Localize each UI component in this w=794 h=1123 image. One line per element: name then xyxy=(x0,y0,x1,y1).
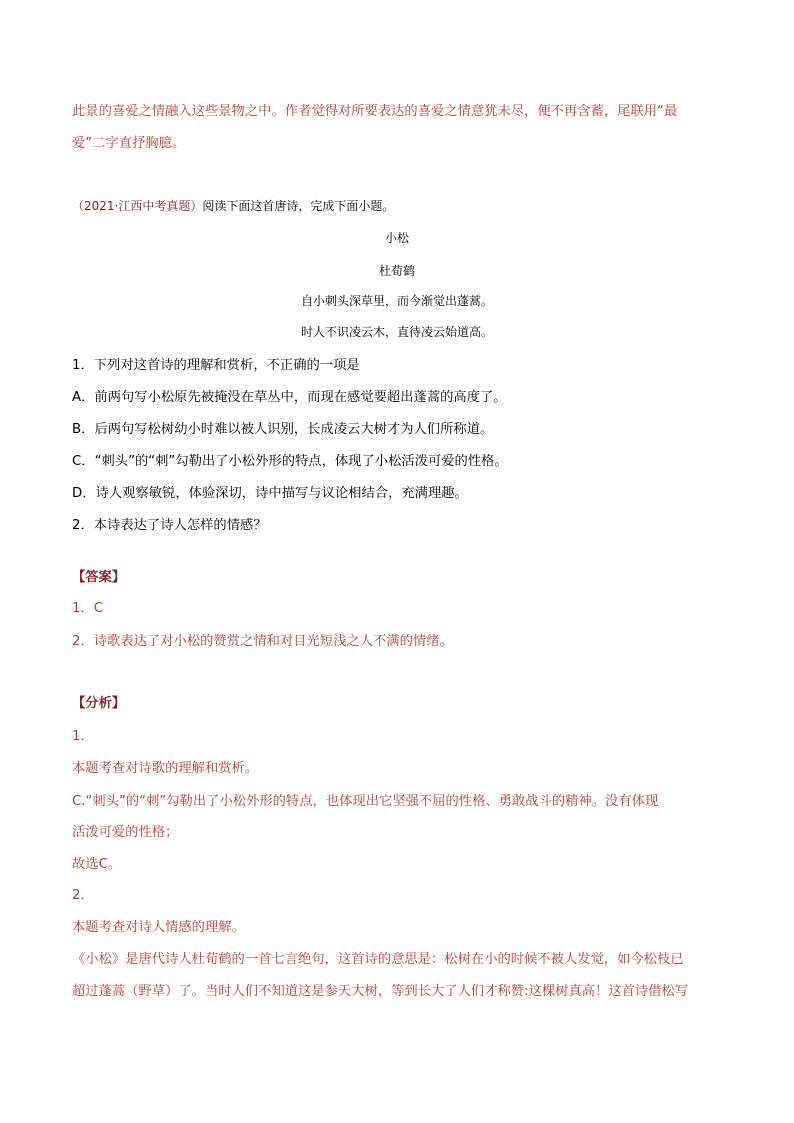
analysis-line-7: 超过蓬蒿（野草）了。当时人们不知道这是参天大树，等到长大了人们才称赞:这棵树真高！这首诗借松写 xyxy=(72,984,689,999)
subquestion-2: 2．本诗表达了诗人怎样的情感？ xyxy=(72,518,267,533)
question-source: （2021·江西中考真题） xyxy=(72,199,203,213)
option-a: A．前两句写小松原先被掩没在草丛中，而现在感觉要超出蓬蒿的高度了。 xyxy=(72,390,507,405)
intro-line-1: 此景的喜爱之情融入这些景物之中。作者觉得对所要表达的喜爱之情意犹未尽，便不再含蓄，尾联用“最 xyxy=(72,104,678,119)
poem-title: 小松 xyxy=(384,231,409,245)
analysis-number-1: 1． xyxy=(72,729,94,744)
answer-1: 1．C xyxy=(72,601,104,616)
option-c: C．“刺头”的“刺”勾勒出了小松外形的特点，体现了小松活泼可爱的性格。 xyxy=(72,454,508,469)
analysis-line-5: 本题考查对诗人情感的理解。 xyxy=(72,920,245,935)
analysis-line-2: C.“刺头”的“刺”勾勒出了小松外形的特点，也体现出它坚强不屈的性格、勇敢战斗的精神。没有体现 xyxy=(72,794,659,809)
poem-line-1: 自小刺头深草里，而今渐觉出蓬蒿。 xyxy=(300,294,493,308)
question-prompt: 阅读下面这首唐诗，完成下面小题。 xyxy=(202,199,395,213)
analysis-heading: 【分析】 xyxy=(72,696,126,711)
answer-2: 2．诗歌表达了对小松的赞赏之情和对目光短浅之人不满的情绪。 xyxy=(72,634,453,649)
intro-line-2: 爱”二字直抒胸臆。 xyxy=(72,136,186,151)
subquestion-1: 1．下列对这首诗的理解和赏析，不正确的一项是 xyxy=(72,358,360,373)
answer-heading: 【答案】 xyxy=(72,570,126,585)
analysis-line-3: 活泼可爱的性格； xyxy=(72,825,179,840)
analysis-line-6: 《小松》是唐代诗人杜荀鹤的一首七言绝句，这首诗的意思是：松树在小的时候不被人发觉，如今松枝已 xyxy=(72,952,684,967)
option-b: B．后两句写松树幼小时难以被人识别，长成凌云大树才为人们所称道。 xyxy=(72,422,494,437)
analysis-number-2: 2． xyxy=(72,888,94,903)
analysis-line-1: 本题考查对诗歌的理解和赏析。 xyxy=(72,761,259,776)
poem-author: 杜荀鹤 xyxy=(378,264,415,278)
option-d: D．诗人观察敏锐，体验深切，诗中描写与议论相结合，充满理趣。 xyxy=(72,486,468,501)
analysis-line-4: 故选C。 xyxy=(72,857,122,872)
question-header xyxy=(72,196,394,216)
poem-line-2: 时人不识凌云木，直待凌云始道高。 xyxy=(300,325,493,339)
